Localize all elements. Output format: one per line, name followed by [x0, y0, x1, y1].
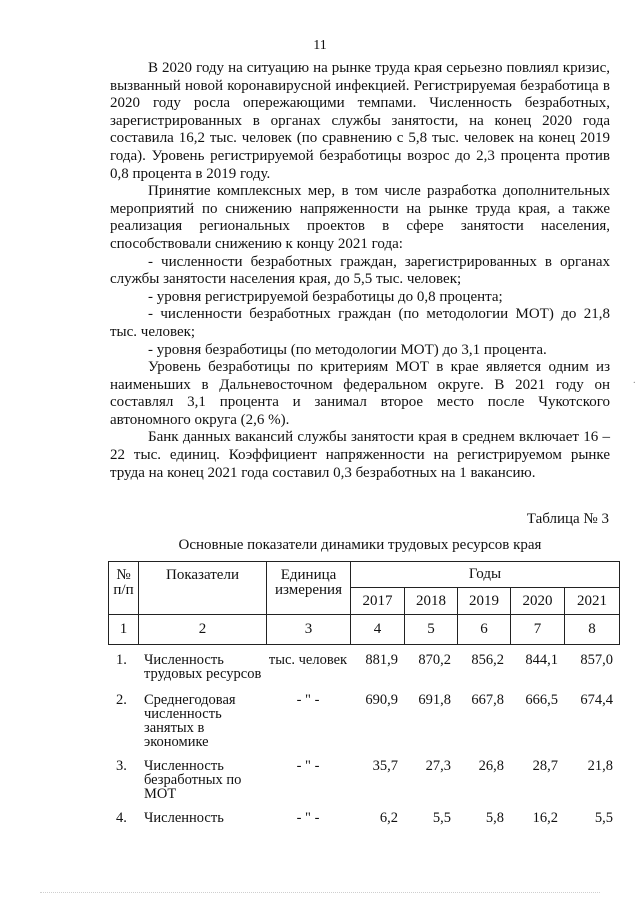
table-row	[108, 693, 619, 759]
header-year: 2021	[565, 588, 620, 615]
row-number: 1.	[116, 652, 127, 668]
col-number: 5	[405, 615, 458, 645]
row-value: 5,5	[432, 810, 451, 826]
row-value: 844,1	[525, 652, 558, 668]
header-year: 2018	[405, 588, 458, 615]
table-row	[108, 759, 619, 811]
row-value: 690,9	[365, 692, 398, 708]
paragraph: В 2020 году на ситуацию на рынке труда края серьезно повлиял кризис, вызванный новой коронавирусной инфекцией. Регистрируемая безработица в 2020 году росла опережающими темпами. Численность безработных, зарегистрированных в органах службы занятости, на конец 2020 года составила 16,2 тыс. человек (по сравнению с 5,8 тыс. человек на конец 2019 года). Уровень регистрируемой безработицы возрос до 2,3 процента против 0,8 процента в 2019 году.	[110, 60, 610, 182]
table-header	[108, 561, 620, 645]
list-item: - численности безработных граждан (по методологии МОТ) до 21,8 тыс. человек;	[110, 306, 610, 340]
col-number: 2	[139, 615, 267, 645]
row-value: 5,5	[594, 810, 613, 826]
table-body	[108, 653, 619, 833]
table-title: Основные показатели динамики трудовых ресурсов края	[178, 537, 542, 553]
row-value: 667,8	[471, 692, 504, 708]
col-number: 6	[458, 615, 511, 645]
row-number: 4.	[116, 810, 127, 826]
page-number: 11	[313, 38, 327, 53]
row-number: 2.	[116, 692, 127, 708]
row-value: 5,8	[485, 810, 504, 826]
header-num: № п/п	[109, 562, 139, 615]
row-value: 21,8	[587, 758, 613, 774]
scan-artifact	[40, 892, 600, 895]
header-year: 2020	[511, 588, 565, 615]
col-number: 8	[565, 615, 620, 645]
table-row	[108, 653, 619, 693]
row-value: 674,4	[580, 692, 613, 708]
col-number: 7	[511, 615, 565, 645]
list-item: - уровня регистрируемой безработицы до 0,8 процента;	[148, 288, 503, 305]
row-unit: - " -	[296, 692, 320, 708]
table-row	[108, 811, 619, 833]
row-value: 16,2	[532, 810, 558, 826]
list-item: - численности безработных граждан, зарегистрированных в органах службы занятости населения края, до 5,5 тыс. человек;	[110, 253, 610, 288]
row-value: 28,7	[532, 758, 558, 774]
row-number: 3.	[116, 758, 127, 774]
row-value: 27,3	[425, 758, 451, 774]
table-label: Таблица № 3	[526, 511, 609, 527]
row-value: 856,2	[471, 652, 504, 668]
paragraph: Уровень безработицы по критериям МОТ в крае является одним из наименьших в Дальневосточном федеральном округе. В 2021 году он составлял 3,1 процента и занимал второе место после Чукотского автономного округа (2,6 %).	[110, 359, 610, 428]
row-value: 691,8	[418, 692, 451, 708]
header-unit: Единица измерения	[267, 562, 351, 615]
col-number: 4	[351, 615, 405, 645]
list-item: - уровня безработицы (по методологии МОТ) до 3,1 процента.	[148, 341, 547, 358]
row-value: 881,9	[365, 652, 398, 668]
header-year: 2019	[458, 588, 511, 615]
header-years-group: Годы	[351, 562, 620, 588]
row-indicator: Численность	[144, 810, 224, 826]
header-year: 2017	[351, 588, 405, 615]
row-value: 870,2	[418, 652, 451, 668]
row-indicator: Численность безработных по МОТ	[144, 758, 242, 802]
row-value: 857,0	[580, 652, 613, 668]
paragraph: Банк данных вакансий службы занятости края в среднем включает 16 – 22 тыс. единиц. Коэффициент напряженности на регистрируемом рынке труда на конец 2021 года составил 0,3 безработных на 1 вакансию.	[110, 429, 610, 481]
row-value: 26,8	[478, 758, 504, 774]
row-unit: тыс. человек	[268, 652, 348, 668]
paragraph: Принятие комплексных мер, в том числе разработка дополнительных мероприятий по снижению напряженности на рынке труда края, а также реализация региональных проектов в сфере занятости населения, способствовали снижению к концу 2021 года:	[110, 183, 610, 252]
margin-mark: ·	[632, 378, 636, 389]
row-indicator: Среднегодовая численность занятых в экономике	[144, 692, 236, 750]
row-value: 35,7	[372, 758, 398, 774]
row-value: 666,5	[525, 692, 558, 708]
row-unit: - " -	[296, 810, 320, 826]
row-value: 6,2	[379, 810, 398, 826]
header-indicator: Показатели	[139, 562, 267, 615]
row-indicator: Численность трудовых ресурсов	[144, 652, 262, 682]
col-number: 3	[267, 615, 351, 645]
body-text	[110, 60, 610, 482]
row-unit: - " -	[296, 758, 320, 774]
col-number: 1	[109, 615, 139, 645]
